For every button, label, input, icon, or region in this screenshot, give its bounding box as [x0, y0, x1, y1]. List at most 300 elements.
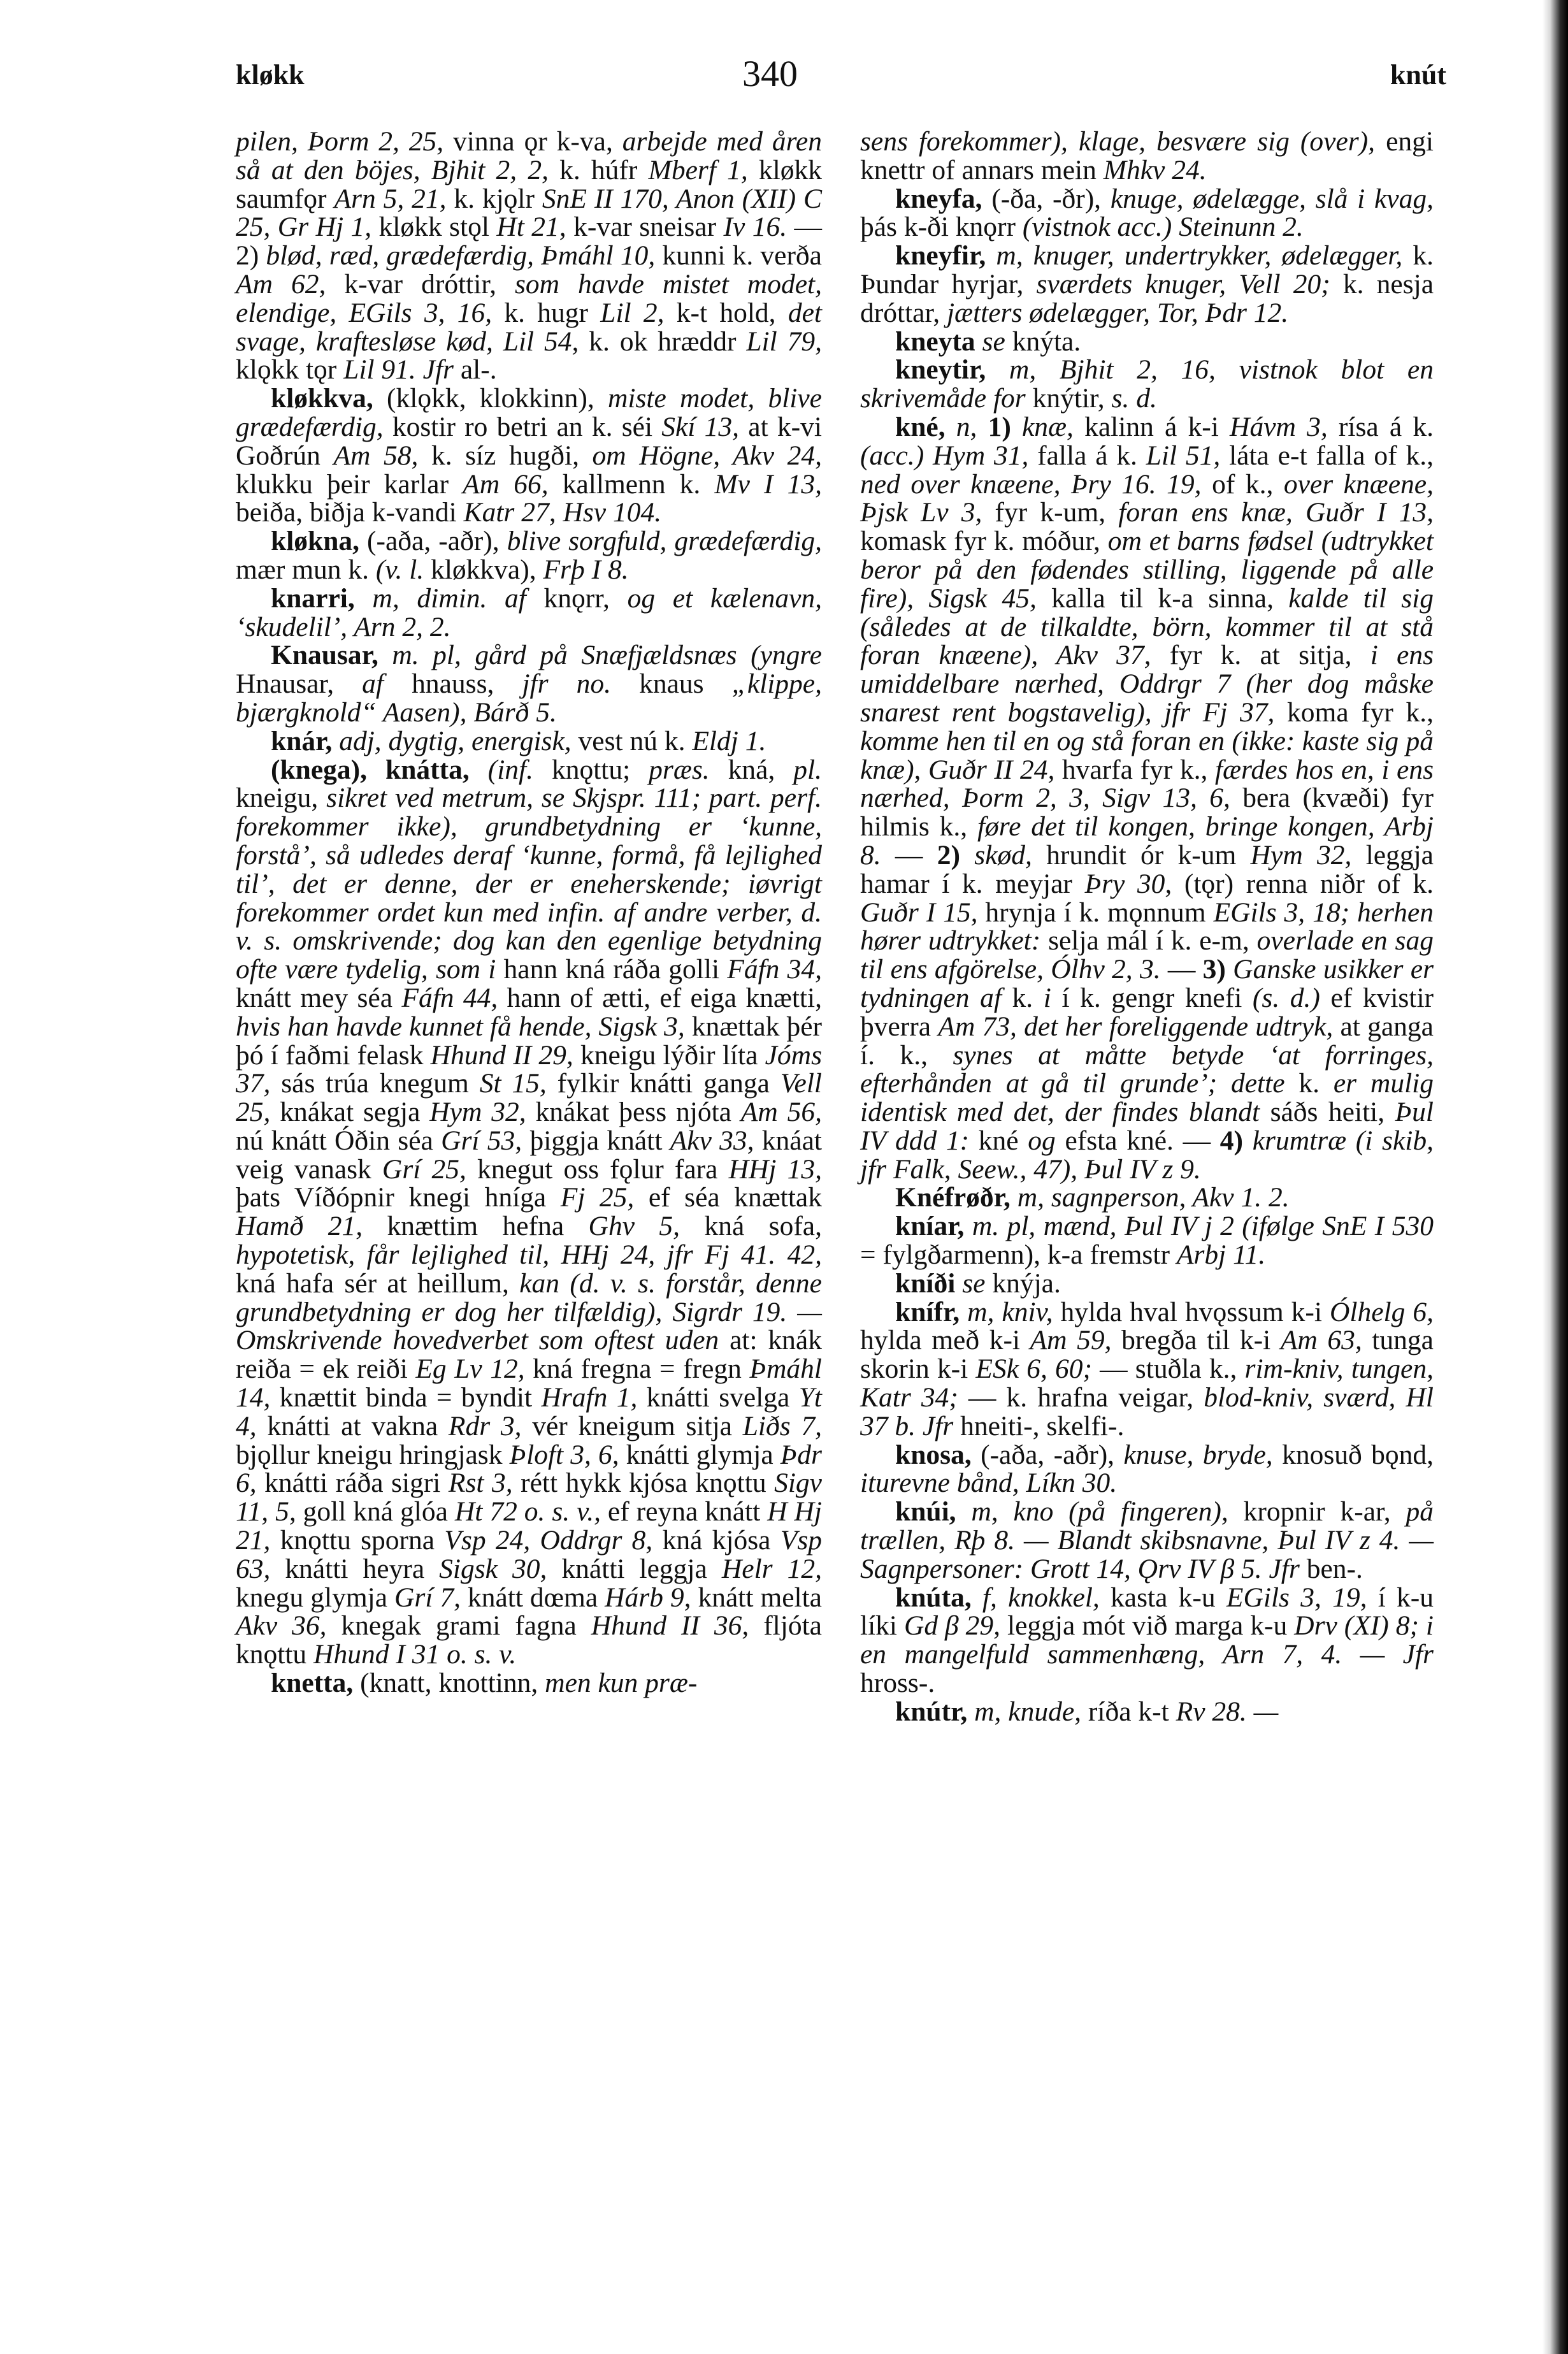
- entry-italic-text: i: [1043, 982, 1062, 1013]
- entry-text: al-.: [460, 354, 497, 386]
- entry-italic-text: m, kno (på fingeren),: [971, 1496, 1244, 1527]
- entry-italic-text: Fáfn 44,: [401, 982, 507, 1013]
- entry-italic-text: Grí 25,: [382, 1153, 477, 1185]
- entry-text: kná sofa,: [704, 1211, 822, 1242]
- dictionary-entry: [236, 384, 822, 527]
- entry-italic-text: iturevne bånd, Líkn 30.: [860, 1468, 1118, 1499]
- entry-headword: (knega), knátta,: [271, 754, 488, 785]
- dictionary-entry: [860, 1441, 1434, 1498]
- entry-italic-text: synes at måtte betyde ‘at forringes, efterhånden at gå til grunde’; dette: [860, 1039, 1434, 1099]
- entry-text: fylkir knátti ganga: [557, 1068, 780, 1099]
- entry-text: kná hafa sér at heillum,: [236, 1267, 520, 1299]
- entry-italic-text: Ólhelg 6,: [1329, 1296, 1434, 1327]
- entry-italic-text: Vell 25,: [236, 1068, 823, 1128]
- entry-headword: kløkkva,: [271, 383, 387, 414]
- entry-text: leggja mót við marga k-u: [1007, 1610, 1295, 1642]
- entry-italic-text: Mberf 1,: [648, 154, 759, 185]
- entry-text: knátti heyra: [285, 1553, 440, 1584]
- entry-italic-text: (vistnok acc.) Steinunn 2.: [1022, 212, 1304, 243]
- entry-text: knákat segja: [280, 1097, 430, 1128]
- entry-italic-text: m, dimin. af: [372, 582, 544, 614]
- dictionary-entry: [236, 756, 822, 1670]
- entry-text: knættit binda = byndit: [279, 1382, 542, 1413]
- entry-italic-text: i ens umiddelbare nærhed, Oddrgr 7 (her dog måske snarest rent bogstavelig), jfr Fj 37,: [860, 640, 1434, 728]
- entry-text: — 2): [236, 212, 823, 271]
- entry-text: mær mun k.: [236, 554, 376, 585]
- entry-italic-text: Am 59,: [1030, 1325, 1122, 1356]
- entry-italic-text: færdes hos en, i ens nærhed, Þorm 2, 3, Sigv 13, 6,: [860, 754, 1434, 814]
- entry-italic-text: knuse, bryde,: [1123, 1439, 1283, 1470]
- entry-headword: kné,: [895, 411, 956, 442]
- entry-italic-text: blive sorgfuld, grædefærdig,: [507, 526, 822, 557]
- dictionary-entry: [236, 727, 822, 756]
- entry-italic-text: Iv 16.: [723, 212, 788, 243]
- entry-headword: kneyfa,: [895, 183, 992, 214]
- entry-italic-text: H Hj 21,: [236, 1496, 822, 1556]
- entry-headword: Knéfrøðr,: [895, 1182, 1018, 1213]
- entry-italic-text: miste modet, blive grædefærdig,: [236, 383, 822, 442]
- entry-text: ef kvistir þverra: [860, 982, 1434, 1042]
- entry-italic-text: arbejde med åren så at den böjes, Bjhit 2, 2,: [236, 126, 822, 185]
- entry-italic-text: Am 66,: [463, 468, 563, 500]
- entry-italic-text: Jóms 37,: [236, 1039, 822, 1099]
- entry-text: klǫkk tǫr: [236, 354, 344, 386]
- entry-italic-text: og et kælenavn, ‘skudelil’, Arn 2, 2.: [236, 582, 822, 642]
- entry-text: k. húfr: [559, 154, 649, 185]
- entry-text: of k.,: [1212, 468, 1284, 500]
- entry-italic-text: Þmáhl 14,: [236, 1354, 822, 1413]
- entry-text: bera (kvæði) fyr hilmis k.,: [860, 783, 1434, 842]
- entry-text: fyr k. at sitja,: [1169, 640, 1370, 671]
- entry-text: bjǫllur kneigu hringjask: [236, 1439, 510, 1470]
- entry-italic-text: Sigsk 30,: [439, 1553, 562, 1584]
- entry-italic-text: Ht 72 o. s. v.,: [454, 1496, 608, 1527]
- entry-text: beiða, biðja k-vandi: [236, 497, 464, 528]
- entry-italic-text: Eldj 1.: [692, 725, 766, 756]
- entry-italic-text: Lil 51,: [1146, 440, 1230, 471]
- entry-italic-text: Rdr 3,: [448, 1410, 533, 1441]
- entry-headword: 2): [937, 839, 975, 870]
- entry-text: = fylgðarmenn), k-a fremstr: [860, 1239, 1177, 1271]
- entry-text: fljóta knǫttu: [236, 1610, 822, 1670]
- entry-italic-text: som havde mistet modet, elendige, EGils 3, 16,: [236, 268, 822, 328]
- entry-text: kné: [978, 1125, 1028, 1156]
- entry-text: knáat veig vanask: [236, 1125, 822, 1185]
- entry-headword: knosa,: [895, 1439, 981, 1470]
- entry-italic-text: er mulig identisk med det, der findes blandt: [860, 1068, 1434, 1128]
- entry-text: knýja.: [992, 1267, 1061, 1299]
- entry-italic-text: knuge, ødelægge, slå i kvag,: [1110, 183, 1434, 214]
- entry-text: engi knettr of annars mein: [860, 126, 1434, 185]
- scanned-page-edge: [1543, 0, 1568, 2354]
- dictionary-entry: [860, 1183, 1434, 1212]
- dictionary-entry: [860, 413, 1434, 1184]
- entry-italic-text: m, knuger, undertrykker, ødelægger,: [996, 240, 1413, 271]
- entry-text: kná kjósa: [662, 1525, 780, 1556]
- entry-text: k-var dróttir,: [344, 268, 515, 300]
- entry-text: goll kná glóa: [303, 1496, 455, 1527]
- entry-italic-text: Hamð 21,: [236, 1211, 387, 1242]
- entry-text: sáðs heiti,: [1270, 1097, 1395, 1128]
- entry-italic-text: m, knude,: [974, 1696, 1088, 1727]
- entry-italic-text: Eg Lv 12,: [415, 1354, 533, 1385]
- entry-italic-text: Þry 30,: [1084, 868, 1184, 899]
- entry-text: þás k-ði knǫrr: [860, 212, 1023, 243]
- entry-italic-text: Am 73, det her foreliggende udtryk,: [938, 1011, 1341, 1042]
- entry-text: kalinn á k-i: [1084, 411, 1230, 442]
- entry-italic-text: n,: [956, 411, 988, 442]
- entry-text: knákat þess njóta: [535, 1097, 741, 1128]
- entry-headword: knarri,: [271, 582, 373, 614]
- entry-italic-text: knæ,: [1021, 411, 1085, 442]
- entry-italic-text: det svage, kraftesløse kød, Lil 54,: [236, 297, 822, 357]
- entry-text: (tǫr) renna niðr of k.: [1184, 868, 1434, 899]
- entry-text: vest nú k.: [578, 725, 693, 756]
- entry-italic-text: (inf.: [487, 754, 552, 785]
- entry-italic-text: Hávm 3,: [1230, 411, 1339, 442]
- entry-headword: kneyta: [895, 326, 982, 357]
- dictionary-entry-continued: [860, 127, 1434, 185]
- entry-italic-text: m, sagnperson, Akv 1. 2.: [1017, 1182, 1290, 1213]
- entry-text: kløkk saumfǫr: [236, 154, 822, 214]
- entry-italic-text: Ganske usikker er tydningen af: [860, 954, 1434, 1013]
- dictionary-entry: [236, 641, 822, 726]
- entry-italic-text: HHj 13,: [728, 1153, 822, 1185]
- entry-italic-text: „klippe, bjærgknold“ Aasen), Bárð 5.: [236, 668, 822, 728]
- entry-text: fyr k-um,: [995, 497, 1119, 528]
- entry-text: k. nesja dróttar,: [860, 268, 1434, 328]
- entry-text: (-ða, -ðr),: [991, 183, 1111, 214]
- entry-italic-text: Am 63,: [1280, 1325, 1372, 1356]
- dictionary-entry: [860, 185, 1434, 242]
- entry-text: rétt hykk kjósa knǫttu: [521, 1468, 775, 1499]
- entry-text: leggja hamar í k. meyjar: [860, 839, 1434, 899]
- dictionary-entry: [236, 584, 822, 642]
- entry-text: — k. hrafna veigar,: [968, 1382, 1204, 1413]
- entry-italic-text: kan (d. v. s. forstår, denne grundbetydning er dog her tilfældig), Sigrdr 19. — Omskrivende hovedverbet som oftest uden: [236, 1267, 822, 1356]
- entry-italic-text: m. pl, gård på Snæfjældsnæs (yngre: [392, 640, 822, 671]
- entry-italic-text: jfr no.: [522, 668, 640, 700]
- entry-italic-text: pl.: [793, 754, 823, 785]
- entry-text: hann kná ráða golli: [503, 954, 728, 985]
- entry-text: kostir ro betri an k. séi: [392, 411, 662, 442]
- entry-text: (klǫkk, klokkinn),: [387, 383, 608, 414]
- entry-italic-text: Fáfn 34,: [727, 954, 822, 985]
- entry-italic-text: Grí 7,: [394, 1582, 468, 1613]
- entry-text: vinna ǫr k-va,: [453, 126, 622, 157]
- entry-text: knættim hefna: [387, 1211, 589, 1242]
- entry-text: — stuðla k.,: [1100, 1354, 1245, 1385]
- entry-text: k.: [1298, 1068, 1334, 1099]
- entry-text: (-aða, -aðr),: [981, 1439, 1124, 1470]
- dictionary-entry: [860, 1498, 1434, 1583]
- header-right-headword: knút: [1390, 59, 1446, 90]
- dictionary-entry: [860, 242, 1434, 327]
- entry-text: þiggja knátt: [529, 1125, 670, 1156]
- entry-italic-text: ned over knæene, Þry 16. 19,: [860, 468, 1212, 500]
- entry-text: í k-u líki: [860, 1582, 1434, 1642]
- entry-italic-text: men kun præ-: [545, 1668, 698, 1699]
- entry-italic-text: Guðr I 15,: [860, 897, 986, 928]
- entry-text: hrundit ór k-um: [1046, 839, 1251, 870]
- entry-text: k-t hold,: [676, 297, 788, 328]
- dictionary-entry: [860, 1298, 1434, 1441]
- right-column: [860, 127, 1434, 1726]
- entry-text: knýtir,: [1032, 383, 1112, 414]
- entry-italic-text: Þdr 6,: [236, 1439, 822, 1499]
- entry-text: rísa á k.: [1338, 411, 1434, 442]
- entry-text: hrynja í k. mǫnnum: [985, 897, 1214, 928]
- entry-italic-text: Am 56,: [740, 1097, 822, 1128]
- entry-text: kná fregna = fregn: [533, 1354, 750, 1385]
- entry-italic-text: hypotetisk, får lejlighed til, HHj 24, jfr Fj 41. 42,: [236, 1239, 822, 1271]
- entry-text: (knatt, knottinn,: [360, 1668, 545, 1699]
- entry-headword: 1): [988, 411, 1022, 442]
- entry-italic-text: komme hen til en og stå foran en (ikke: kaste sig på knæ), Guðr II 24,: [860, 725, 1434, 785]
- entry-italic-text: Hhund I 31 o. s. v.: [313, 1639, 517, 1670]
- entry-headword: kníði: [895, 1267, 963, 1299]
- entry-italic-text: (s. d.): [1252, 982, 1331, 1013]
- entry-text: at ganga í. k.,: [860, 1011, 1434, 1071]
- entry-text: knátti at vakna: [267, 1410, 449, 1441]
- entry-text: knosuð bǫnd,: [1282, 1439, 1434, 1470]
- entry-text: —: [1167, 954, 1203, 985]
- entry-text: þats Víðópnir knegi hníga: [236, 1182, 561, 1213]
- page-number: 340: [742, 53, 798, 94]
- entry-text: tunga skorin k-i: [860, 1325, 1434, 1385]
- entry-italic-text: EGils 3, 19,: [1226, 1582, 1378, 1613]
- entry-text: bregða til k-i: [1121, 1325, 1281, 1356]
- entry-text: knátti leggja: [561, 1553, 722, 1584]
- entry-italic-text: Hrafn 1,: [541, 1382, 647, 1413]
- dictionary-entry: [236, 527, 822, 584]
- entry-text: kløkk stǫl: [378, 212, 497, 243]
- dictionary-entry: [860, 1584, 1434, 1698]
- entry-italic-text: m. pl, mænd, Þul IV j 2 (ifølge SnE I 530: [972, 1211, 1434, 1242]
- entry-text: knǫrr,: [543, 582, 628, 614]
- dictionary-entry: [860, 1698, 1434, 1726]
- entry-text: kløkkva),: [431, 554, 543, 585]
- entry-italic-text: Frþ I 8.: [543, 554, 629, 585]
- dictionary-entry: [236, 1669, 822, 1698]
- entry-text: knýta.: [1012, 326, 1081, 357]
- header-left-headword: kløkk: [236, 59, 305, 90]
- entry-italic-text: Ghv 5,: [588, 1211, 705, 1242]
- entry-text: knǫttu sporna: [280, 1525, 445, 1556]
- entry-italic-text: EGils 3, 18; herhen hører udtrykket:: [860, 897, 1434, 957]
- entry-headword: 4): [1219, 1125, 1253, 1156]
- entry-text: hylda með k-i: [860, 1325, 1030, 1356]
- entry-text: falla á k.: [1037, 440, 1146, 471]
- entry-italic-text: sikret ved metrum, se Skjspr. 111; part. perf. forekommer ikke), grundbetydning er ‘kunne, forstå’, så udledes deraf ‘kunne, formå, få lejlighed til’, det er denne, der er eneherskende; iøvrigt forekommer ordet kun med infin. af andre verber, d. v. s. omskrivende; dog kan den egenlige betydning ofte være tydelig, som i: [236, 783, 822, 985]
- dictionary-entry: [860, 1269, 1434, 1298]
- entry-italic-text: Hhund II 29,: [430, 1039, 580, 1071]
- entry-text: ríða k-t: [1088, 1696, 1176, 1727]
- entry-italic-text: ESk 6, 60;: [975, 1354, 1100, 1385]
- entry-italic-text: (acc.) Hym 31,: [860, 440, 1038, 471]
- entry-text: kná,: [728, 754, 794, 785]
- entry-text: Hnausar,: [236, 668, 363, 700]
- entry-italic-text: blod-kniv, sværd, Hl 37 b. Jfr: [860, 1382, 1434, 1441]
- entry-text: knegu glymja: [236, 1582, 394, 1613]
- entry-text: k. kjǫlr: [454, 183, 542, 214]
- dictionary-entry: [860, 1212, 1434, 1269]
- entry-italic-text: Hárb 9,: [605, 1582, 698, 1613]
- entry-text: kropnir k-ar,: [1243, 1496, 1406, 1527]
- entry-italic-text: føre det til kongen, bringe kongen, Arbj 8.: [860, 811, 1434, 870]
- entry-italic-text: sens forekommer), klage, besvære sig (over),: [860, 126, 1386, 157]
- entry-italic-text: rim-kniv, tungen, Katr 34;: [860, 1354, 1434, 1413]
- entry-text: kneigu,: [236, 783, 327, 814]
- entry-headword: knúta,: [895, 1582, 982, 1613]
- entry-text: knátt dœma: [467, 1582, 605, 1613]
- entry-text: koma fyr k.,: [1286, 697, 1434, 728]
- entry-italic-text: på trællen, Rþ 8. — Blandt skibsnavne, Þul IV z 4. — Sagnpersoner: Grott 14, Ǫrv IV β 5. Jfr: [860, 1496, 1434, 1584]
- entry-italic-text: Arn 5, 21,: [334, 183, 454, 214]
- entry-italic-text: Lil 79,: [746, 326, 822, 357]
- entry-italic-text: Ht 21,: [496, 212, 574, 243]
- entry-headword: knár,: [271, 725, 340, 756]
- entry-italic-text: Þloft 3, 6,: [509, 1439, 626, 1470]
- entry-text: k. hugr: [504, 297, 601, 328]
- entry-text: k-var sneisar: [573, 212, 724, 243]
- entry-italic-text: Drv (XI) 8; i en mangelfuld sammenhæng, Arn 7, 4. — Jfr: [860, 1610, 1434, 1670]
- entry-headword: Knausar,: [271, 640, 392, 671]
- entry-italic-text: Lil 2,: [600, 297, 677, 328]
- left-column: [236, 127, 822, 1698]
- entry-text: selja mál í k. e-m,: [1048, 925, 1257, 957]
- entry-text: at: knák reiða = ek reiði: [236, 1325, 822, 1385]
- entry-italic-text: Grí 53,: [441, 1125, 530, 1156]
- entry-italic-text: m, kniv,: [967, 1296, 1061, 1327]
- entry-text: ben-.: [1306, 1553, 1363, 1584]
- entry-headword: knetta,: [271, 1668, 361, 1699]
- entry-text: knátti glymja: [626, 1439, 780, 1470]
- entry-italic-text: og: [1028, 1125, 1065, 1156]
- entry-text: kalla til k-a sinna,: [1051, 582, 1289, 614]
- entry-text: —: [895, 839, 937, 870]
- entry-italic-text: jætters ødelægger, Tor, Þdr 12.: [946, 297, 1289, 328]
- entry-text: knegak grami fagna: [341, 1610, 591, 1642]
- entry-text: hylda hval hvǫssum k-i: [1060, 1296, 1330, 1327]
- entry-italic-text: Akv 36,: [236, 1610, 342, 1642]
- entry-italic-text: om et barns fødsel (udtrykket beror på den fødendes stilling, liggende på alle fire), Sigsk 45,: [860, 526, 1434, 614]
- entry-italic-text: Hym 32,: [1250, 839, 1366, 870]
- entry-italic-text: Sigv 11, 5,: [236, 1468, 822, 1527]
- entry-italic-text: Vsp 63,: [236, 1525, 822, 1584]
- entry-italic-text: Mhkv 24.: [1103, 154, 1207, 185]
- entry-text: knǫttu;: [551, 754, 649, 785]
- entry-italic-text: over knæene, Þjsk Lv 3,: [860, 468, 1434, 528]
- entry-text: knátt melta: [698, 1582, 822, 1613]
- entry-italic-text: St 15,: [479, 1068, 557, 1099]
- entry-italic-text: se: [982, 326, 1012, 357]
- entry-text: knættak þér þó í faðmi felask: [236, 1011, 822, 1071]
- entry-text: hross-.: [860, 1668, 935, 1699]
- entry-italic-text: Vsp 24, Oddrgr 8,: [444, 1525, 663, 1556]
- entry-text: (-aða, -aðr),: [367, 526, 507, 557]
- dictionary-entry: [860, 328, 1434, 356]
- entry-italic-text: foran ens knæ, Guðr I 13,: [1118, 497, 1434, 528]
- entry-headword: kníar,: [895, 1211, 972, 1242]
- entry-italic-text: Hym 32,: [429, 1097, 536, 1128]
- entry-headword: knúi,: [895, 1496, 972, 1527]
- entry-text: k. Þundar hyrjar,: [860, 240, 1434, 300]
- entry-italic-text: om Högne, Akv 24,: [592, 440, 822, 471]
- entry-headword: kneyfir,: [895, 240, 996, 271]
- entry-italic-text: blød, ræd, grædefærdig, Þmáhl 10,: [266, 240, 663, 271]
- entry-text: kneigu lýðir líta: [580, 1039, 765, 1071]
- entry-italic-text: Am 58,: [333, 440, 431, 471]
- entry-text: hnauss,: [412, 668, 522, 700]
- entry-italic-text: Rv 28. —: [1176, 1696, 1279, 1727]
- entry-text: k.: [1012, 982, 1044, 1013]
- entry-italic-text: pilen, Þorm 2, 25,: [236, 126, 454, 157]
- entry-text: vér kneigum sitja: [532, 1410, 743, 1441]
- entry-italic-text: m, Bjhit 2, 16, vistnok blot en skrivemåde for: [860, 354, 1434, 414]
- entry-italic-text: s. d.: [1111, 383, 1157, 414]
- entry-italic-text: Hhund II 36,: [591, 1610, 764, 1642]
- running-header: [236, 53, 1446, 97]
- entry-italic-text: Fj 25,: [560, 1182, 649, 1213]
- entry-italic-text: Am 62,: [236, 268, 345, 300]
- entry-headword: 3): [1202, 954, 1234, 985]
- entry-headword: knífr,: [895, 1296, 968, 1327]
- entry-text: knegut oss fǫlur fara: [477, 1153, 729, 1185]
- entry-text: kasta k-u: [1111, 1582, 1226, 1613]
- entry-italic-text: krumtræ (i skib, jfr Falk, Seew., 47), Þul IV z 9.: [860, 1125, 1434, 1185]
- entry-italic-text: præs.: [649, 754, 728, 785]
- entry-text: sás trúa knegum: [281, 1068, 480, 1099]
- entry-italic-text: Lil 91. Jfr: [343, 354, 461, 386]
- entry-italic-text: Mv I 13,: [714, 468, 822, 500]
- entry-text: í k. gengr knefi: [1061, 982, 1253, 1013]
- entry-italic-text: Þul IV ddd 1:: [860, 1097, 1434, 1156]
- entry-text: kallmenn k.: [562, 468, 715, 500]
- entry-text: hneiti-, skelfi-.: [960, 1410, 1125, 1441]
- dictionary-entry-continued: [236, 127, 822, 384]
- entry-italic-text: f, knokkel,: [982, 1582, 1111, 1613]
- entry-italic-text: Akv 33,: [670, 1125, 762, 1156]
- entry-text: klukku þeir karlar: [236, 468, 463, 500]
- entry-text: hvarfa fyr k.,: [1061, 754, 1215, 785]
- entry-italic-text: Yt 4,: [236, 1382, 822, 1441]
- entry-text: at k-vi Goðrún: [236, 411, 822, 471]
- entry-text: knátt mey séa: [236, 982, 402, 1013]
- entry-text: knátti svelga: [646, 1382, 799, 1413]
- entry-text: knátti ráða sigri: [264, 1468, 449, 1499]
- entry-text: ef reyna knátt: [607, 1496, 768, 1527]
- entry-text: nú knátt Óðin séa: [236, 1125, 442, 1156]
- entry-italic-text: Skí 13,: [661, 411, 749, 442]
- entry-italic-text: Arbj 11.: [1176, 1239, 1266, 1271]
- entry-headword: kneytir,: [895, 354, 1009, 386]
- entry-text: komask fyr k. móður,: [860, 526, 1108, 557]
- entry-italic-text: Gd β 29,: [903, 1610, 1007, 1642]
- entry-italic-text: hvis han havde kunnet få hende, Sigsk 3,: [236, 1011, 692, 1042]
- entry-italic-text: overlade en sag til ens afgörelse, Ólhv 2, 3.: [860, 925, 1434, 985]
- entry-italic-text: Rst 3,: [448, 1468, 521, 1499]
- entry-italic-text: kalde til sig (således at de tilkaldte, börn, kommer til at stå foran knæene), Akv 37,: [860, 582, 1434, 671]
- entry-headword: kløkna,: [271, 526, 368, 557]
- entry-headword: knútr,: [895, 1696, 975, 1727]
- entry-text: kunni k. verða: [662, 240, 822, 271]
- entry-text: hann of ætti, ef eiga knætti,: [507, 982, 822, 1013]
- entry-italic-text: sværdets knuger, Vell 20;: [1036, 268, 1343, 300]
- entry-italic-text: af: [362, 668, 412, 700]
- entry-text: ef séa knættak: [648, 1182, 822, 1213]
- entry-italic-text: SnE II 170, Anon (XII) C 25, Gr Hj 1,: [236, 183, 823, 243]
